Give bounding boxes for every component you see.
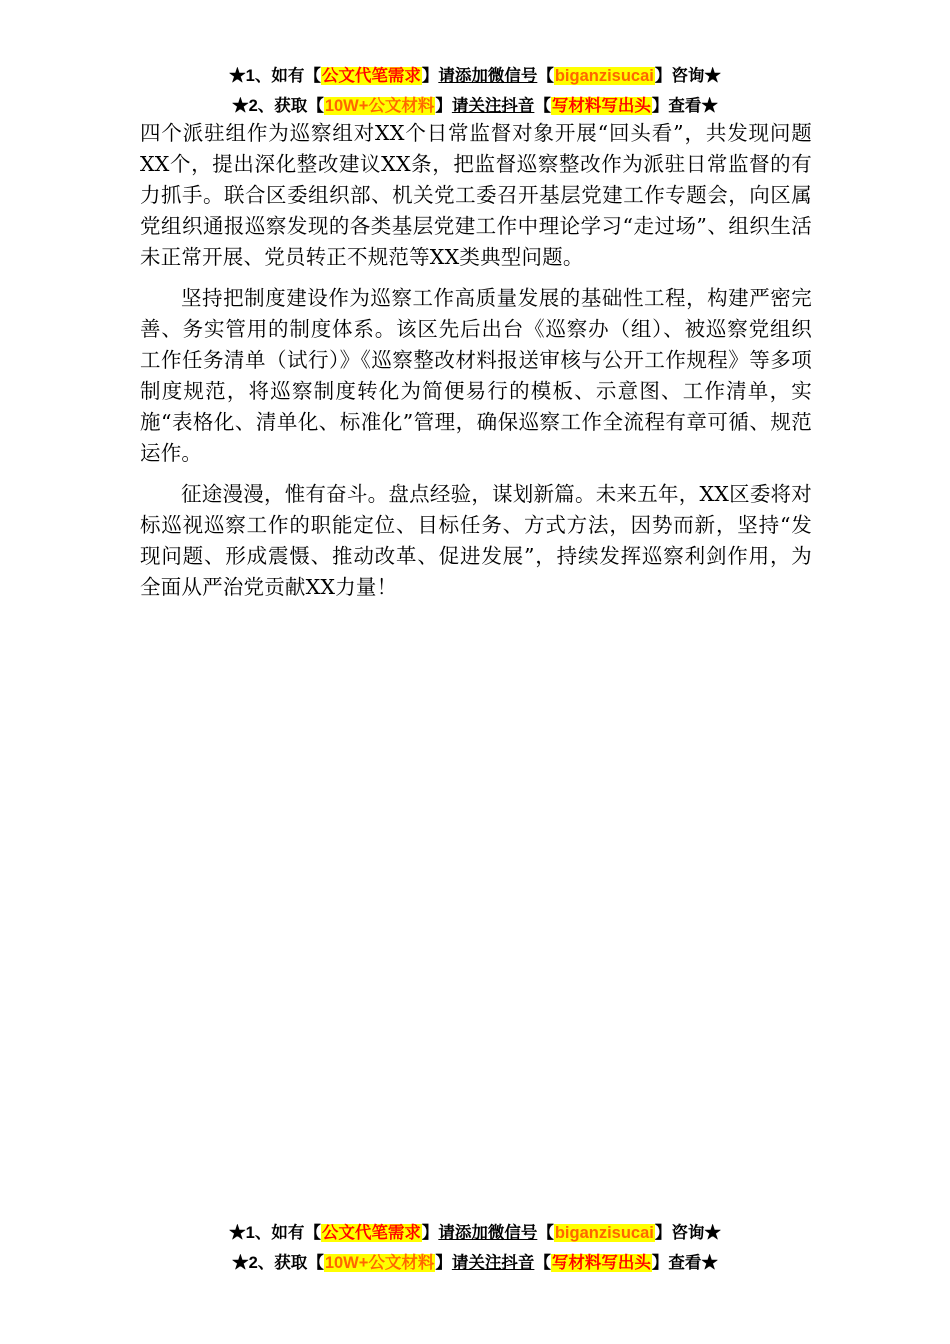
- bracket-close-2: 】: [654, 1224, 672, 1242]
- promo-suffix: 咨询: [671, 1224, 705, 1242]
- bracket-close: 】: [421, 67, 439, 85]
- bracket-close: 】: [421, 1224, 439, 1242]
- promo-highlight-material-count: 10W+公文材料: [324, 1254, 435, 1272]
- promo-prefix: 1、如有: [245, 67, 305, 85]
- promo-highlight-material-count: 10W+公文材料: [324, 97, 435, 115]
- promo-banner-top-line-1: [0, 62, 950, 86]
- promo-highlight-service: 公文代笔需求: [321, 67, 421, 85]
- paragraph-2: 坚持把制度建设作为巡察工作高质量发展的基础性工程，构建严密完善、务实管用的制度体系。该区先后出台《巡察办（组）、被巡察党组织工作任务清单（试行）》《巡察整改材料报送审核与公开工作规程》等多项制度规范，将巡察制度转化为简便易行的模板、示意图、工作清单，实施“表格化、清单化、标准化”管理，确保巡察工作全流程有章可循、规范运作。: [140, 286, 812, 465]
- star-left-icon: ★: [232, 1254, 249, 1272]
- bracket-close-2: 】: [654, 67, 672, 85]
- bracket-close: 】: [435, 1254, 452, 1272]
- bracket-open: 【: [304, 67, 321, 85]
- promo-prefix: 1、如有: [245, 1224, 305, 1242]
- paragraph-3: 征途漫漫，惟有奋斗。盘点经验，谋划新篇。未来五年，XX区委将对标巡视巡察工作的职能定位、目标任务、方式方法，因势而新，坚持“发现问题、形成震慑、推动改革、促进发展”，持续发挥巡察利剑作用，为全面从严治党贡献XX力量！: [140, 482, 812, 599]
- bracket-open: 【: [304, 1224, 321, 1242]
- bracket-open-2: 【: [537, 67, 554, 85]
- promo-highlight-service: 公文代笔需求: [321, 1224, 421, 1242]
- promo-banner-bottom-line-1: [0, 1219, 950, 1243]
- paragraph-1: 四个派驻组作为巡察组对XX个日常监督对象开展“回头看”，共发现问题XX个，提出深化整改建议XX条，把监督巡察整改作为派驻日常监督的有力抓手。联合区委组织部、机关党工委召开基层党建工作专题会，向区属党组织通报巡察发现的各类基层党建工作中理论学习“走过场”、组织生活未正常开展、党员转正不规范等XX类典型问题。: [140, 121, 812, 269]
- star-right-icon: ★: [704, 1224, 721, 1242]
- promo-suffix: 查看: [668, 97, 702, 115]
- promo-banner-bottom-line-2: [0, 1249, 950, 1273]
- bracket-open: 【: [307, 1254, 324, 1272]
- promo-highlight-douyin-id: 写材料写出头: [551, 1254, 651, 1272]
- bracket-close: 】: [435, 97, 452, 115]
- promo-mid-text: 请添加微信号: [438, 1224, 538, 1242]
- promo-mid-text: 请关注抖音: [451, 97, 535, 115]
- star-left-icon: ★: [229, 1224, 246, 1242]
- star-left-icon: ★: [229, 67, 246, 85]
- bracket-open-2: 【: [537, 1224, 554, 1242]
- bracket-open-2: 【: [534, 1254, 551, 1272]
- promo-highlight-wechat-id: biganzisucai: [554, 1224, 654, 1242]
- promo-suffix: 查看: [668, 1254, 702, 1272]
- star-left-icon: ★: [232, 97, 249, 115]
- star-right-icon: ★: [701, 1254, 718, 1272]
- promo-highlight-douyin-id: 写材料写出头: [551, 97, 651, 115]
- bracket-close-2: 】: [651, 1254, 669, 1272]
- promo-prefix: 2、获取: [248, 97, 308, 115]
- bracket-close-2: 】: [651, 97, 669, 115]
- promo-mid-text: 请关注抖音: [451, 1254, 535, 1272]
- promo-mid-text: 请添加微信号: [438, 67, 538, 85]
- star-right-icon: ★: [701, 97, 718, 115]
- star-right-icon: ★: [704, 67, 721, 85]
- promo-banner-top-line-2: [0, 92, 950, 116]
- document-body: [140, 118, 812, 607]
- promo-prefix: 2、获取: [248, 1254, 308, 1272]
- bracket-open: 【: [307, 97, 324, 115]
- bracket-open-2: 【: [534, 97, 551, 115]
- promo-highlight-wechat-id: biganzisucai: [554, 67, 654, 85]
- promo-suffix: 咨询: [671, 67, 705, 85]
